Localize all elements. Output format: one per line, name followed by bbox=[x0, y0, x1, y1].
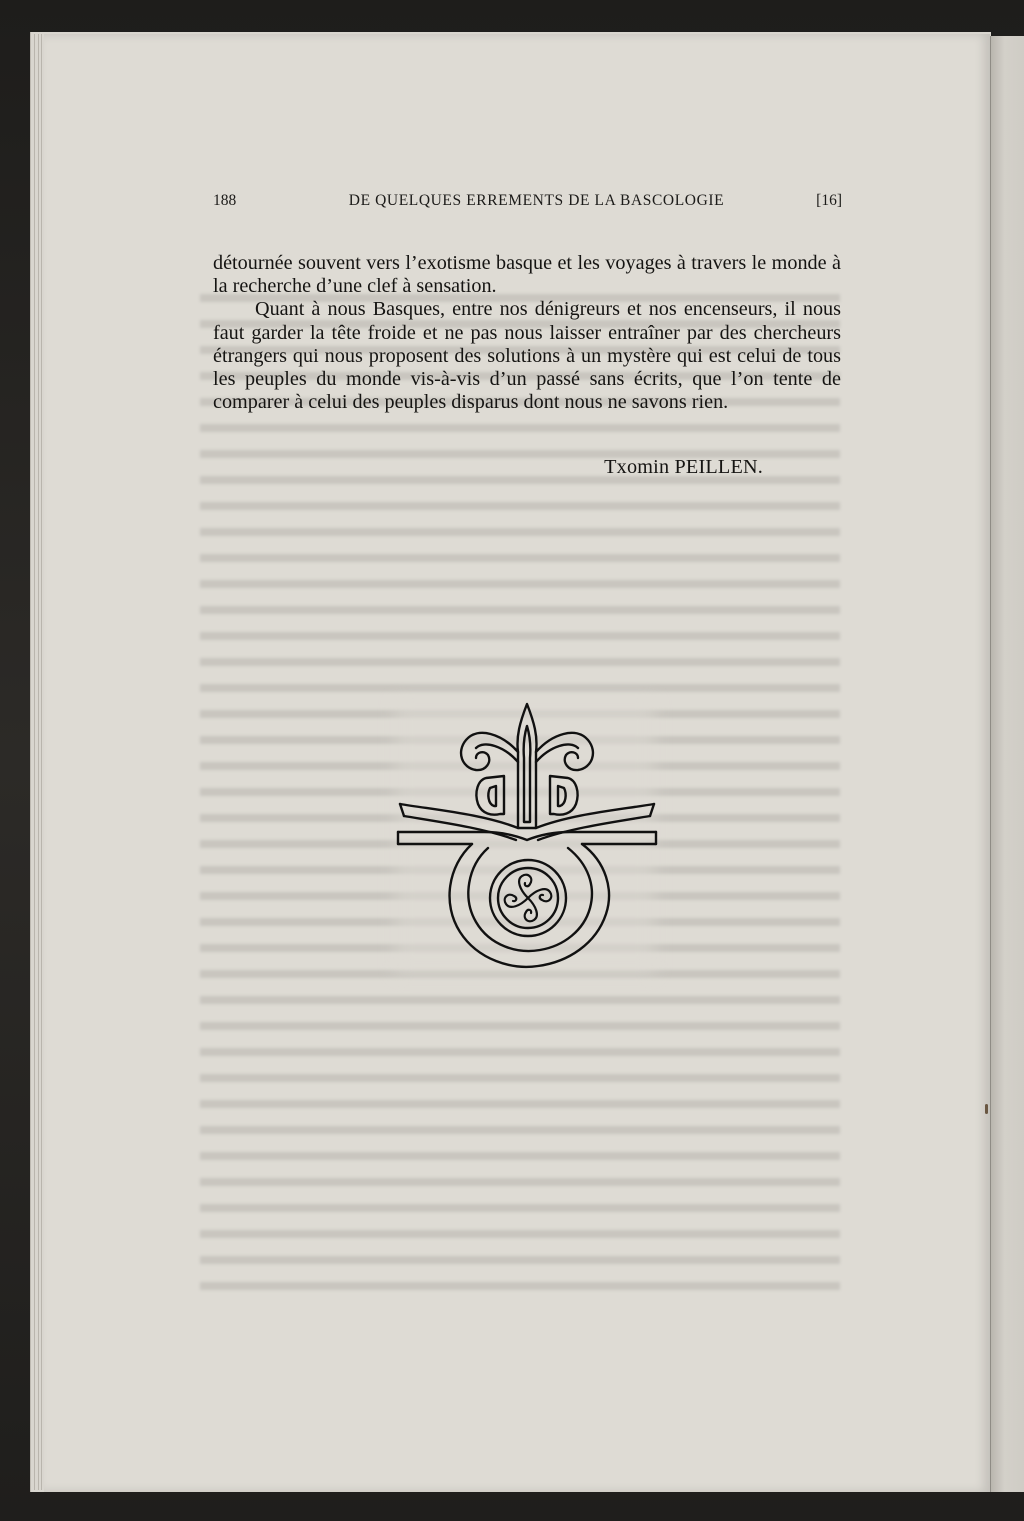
page-header bbox=[213, 192, 842, 216]
basque-lauburu-emblem-icon bbox=[392, 700, 662, 975]
body-text bbox=[213, 252, 841, 414]
section-number: [16] bbox=[816, 192, 842, 209]
author-signature: Txomin PEILLEN. bbox=[604, 456, 763, 478]
paragraph: détournée souvent vers l’exotisme basque et les voyages à travers le monde à la recherche d’une clef à sensation. bbox=[213, 252, 841, 298]
page-edge-line bbox=[41, 34, 42, 1490]
page-number: 188 bbox=[213, 192, 237, 209]
page-edge-line bbox=[38, 34, 39, 1490]
page-edge-line bbox=[34, 34, 35, 1490]
ink-speck bbox=[985, 1104, 988, 1114]
paragraph: Quant à nous Basques, entre nos dénigreurs et nos encenseurs, il nous faut garder la tête froide et ne pas nous laisser entraîner par des chercheurs étrangers qui nous proposent des solutions à un mystère qui est celui de tous les peuples du monde vis-à-vis d’un passé sans écrits, que l’on tente de comparer à celui des peuples disparus dont nous ne savons rien. bbox=[213, 298, 841, 414]
adjacent-page-edge bbox=[990, 36, 1024, 1492]
running-title: DE QUELQUES ERREMENTS DE LA BASCOLOGIE bbox=[348, 192, 725, 209]
